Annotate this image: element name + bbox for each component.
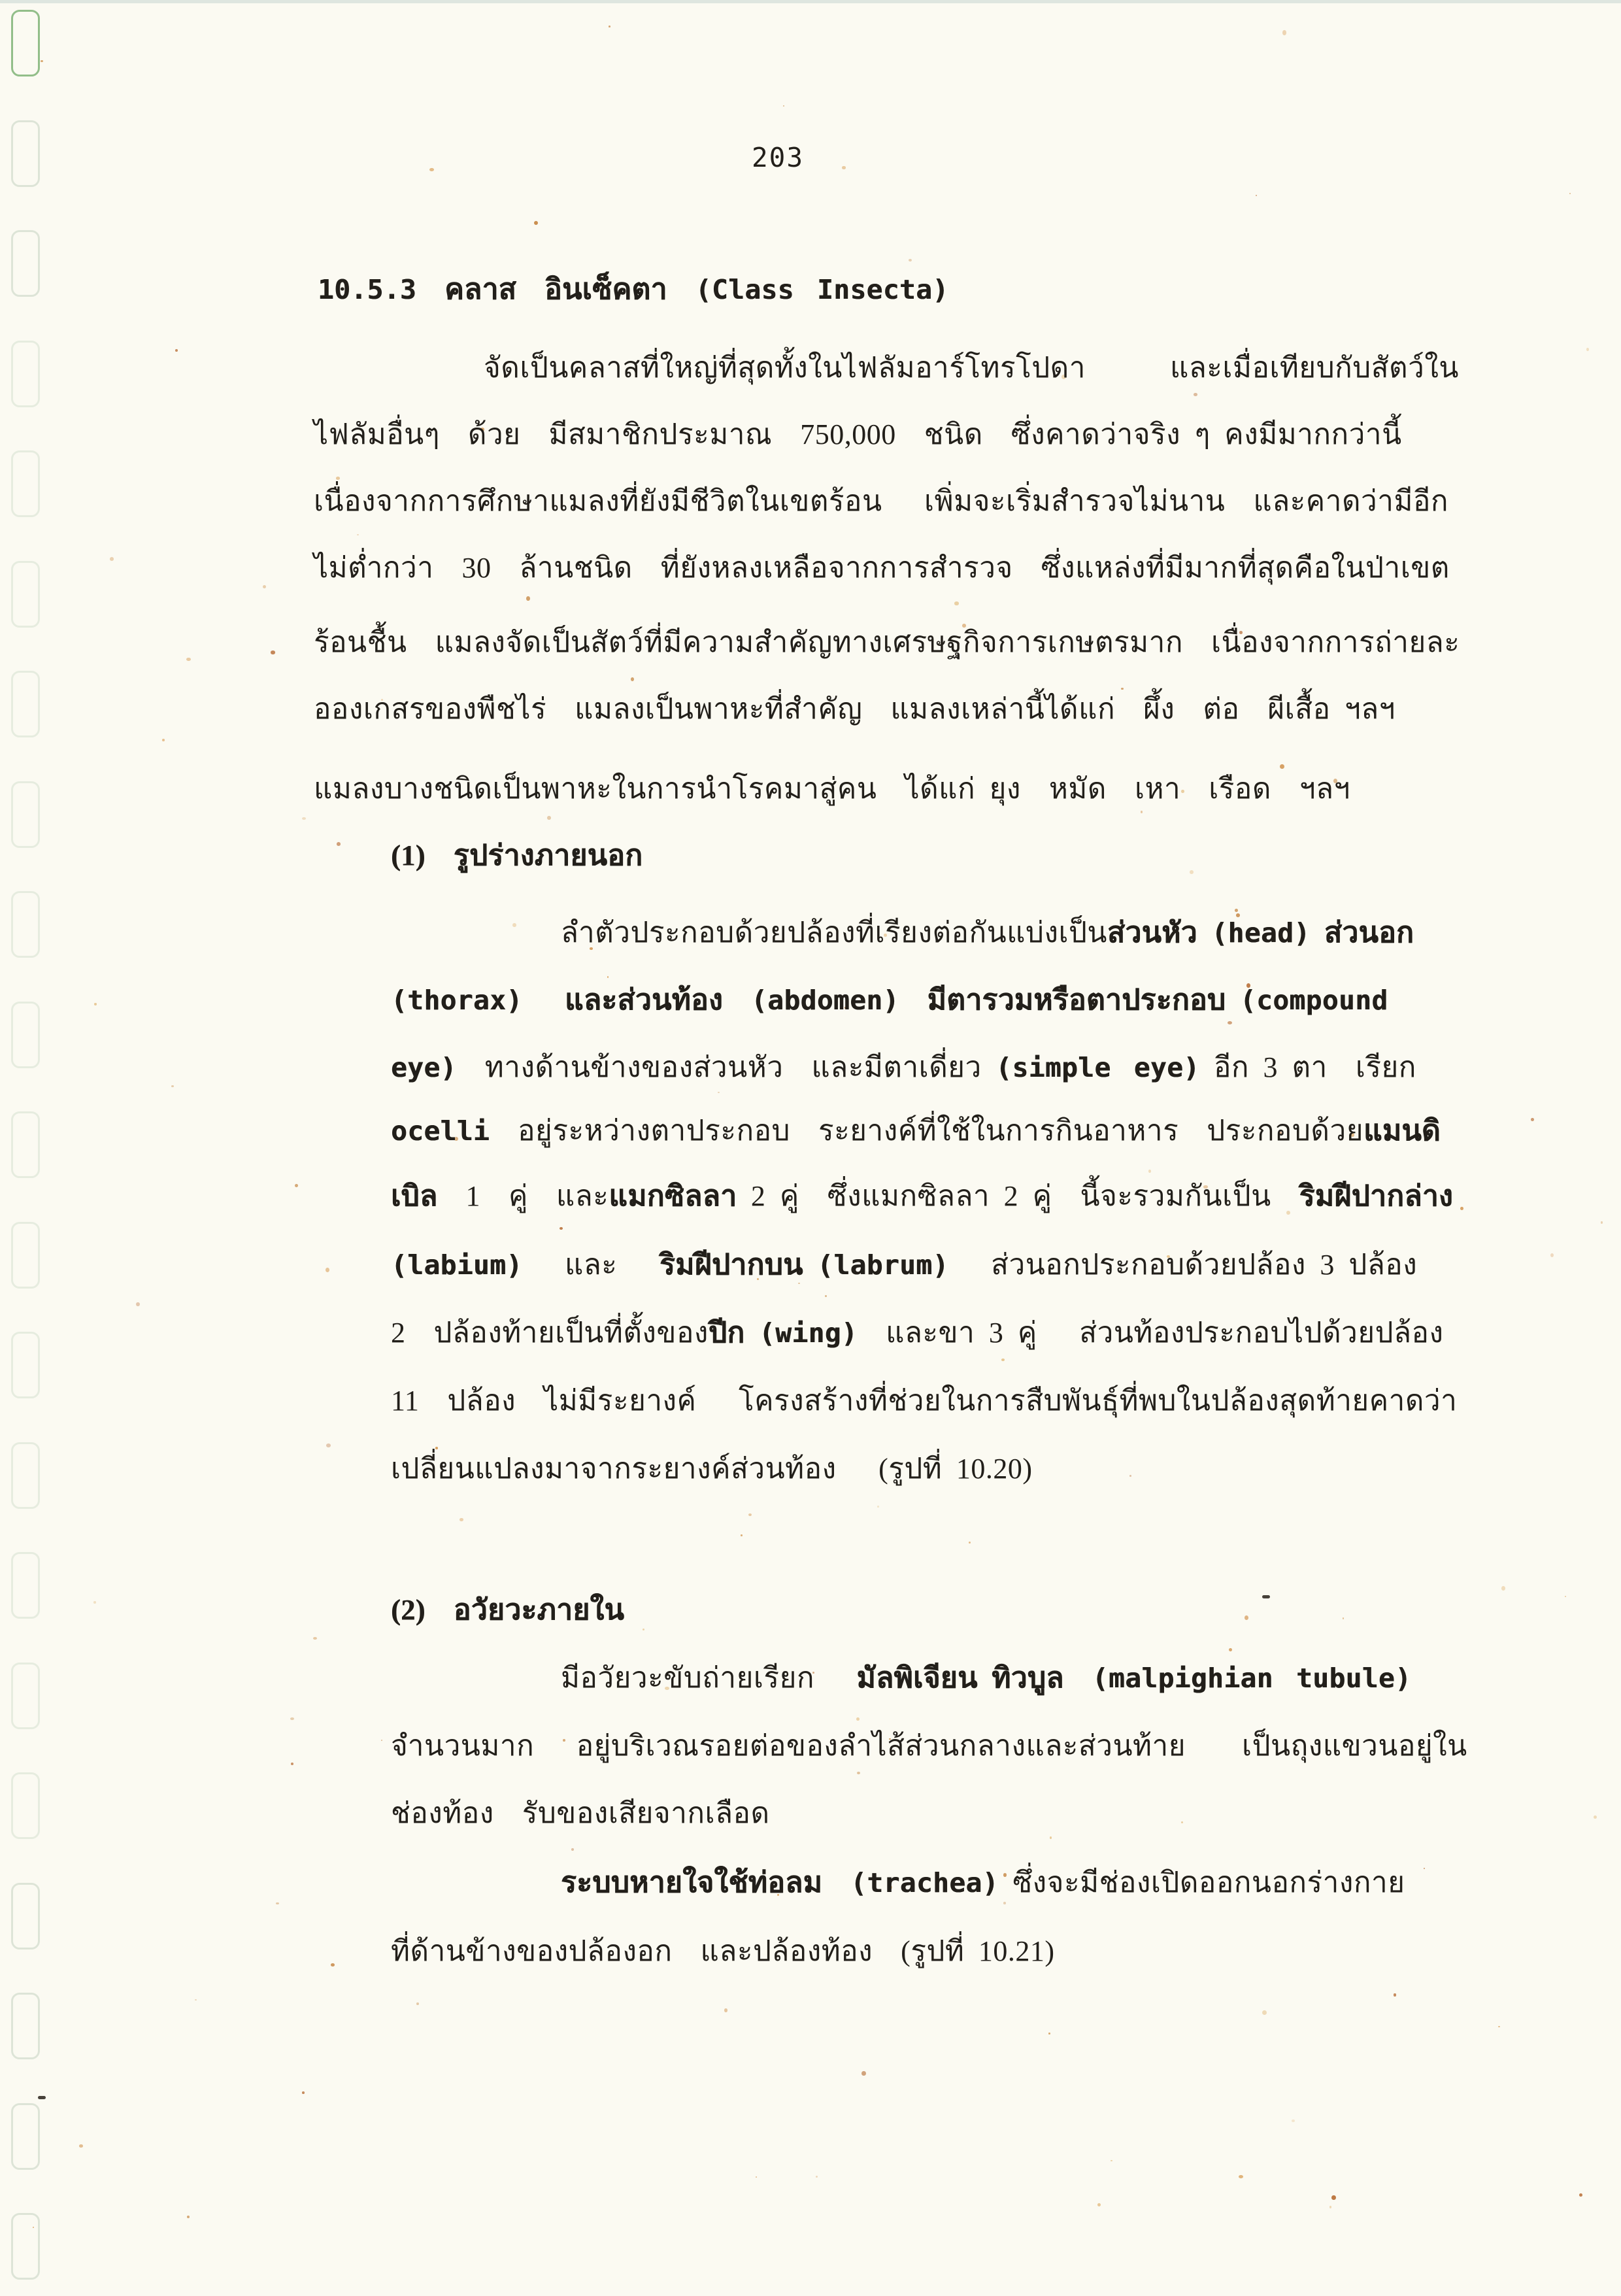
text-segment: อยู่ระหว่างตาประกอบ ระยางค์ที่ใช้ในการกินอาหาร ประกอบด้วย — [490, 1115, 1363, 1147]
body-line — [391, 1112, 1441, 1149]
body-line — [391, 1450, 1032, 1487]
body-line — [391, 1795, 770, 1832]
body-line — [314, 416, 1402, 453]
emphasized-text-segment: มีตารวมหรือตาประกอบ — [899, 984, 1240, 1016]
text-segment: อองเกสรของพืชไร่ แมลงเป็นพาหะที่สำคัญ แมลงเหล่านี้ได้แก่ ผึ้ง ต่อ ผีเสื้อ ฯลฯ — [314, 693, 1395, 725]
text-segment: 2 ปล้องท้ายเป็นที่ตั้งของ — [391, 1317, 709, 1349]
text-segment: ไฟลัมอื่นๆ ด้วย มีสมาชิกประมาณ 750,000 ชนิด ซึ่งคาดว่าจริง ๆ คงมีมากกว่านี้ — [314, 418, 1402, 450]
subsection-heading — [391, 837, 643, 874]
text-segment: จัดเป็นคลาสที่ใหญ่ที่สุดทั้งในไฟลัมอาร์โทรโปดา และเมื่อเทียบกับสัตว์ใน — [484, 352, 1459, 384]
emphasized-text-segment: eye) — [391, 1052, 457, 1083]
emphasized-text-segment: แมกซิลลา — [609, 1180, 737, 1212]
emphasized-text-segment: (2) อวัยวะภายใน — [391, 1594, 625, 1626]
text-segment: และขา 3 คู่ ส่วนท้องประกอบไปด้วยปล้อง — [858, 1317, 1444, 1349]
body-line — [314, 690, 1395, 728]
body-line — [391, 1049, 1416, 1086]
subsection-heading — [391, 1591, 624, 1629]
body-line — [391, 1727, 1467, 1764]
text-segment: จำนวนมาก อยู่บริเวณรอยต่อของลำไส้ส่วนกลางและส่วนท้าย เป็นถุงแขวนอยู่ใน — [391, 1730, 1467, 1762]
body-line — [314, 549, 1450, 586]
emphasized-text-segment: (labrum) — [817, 1249, 949, 1281]
text-segment: 11 ปล้อง ไม่มีระยางค์ โครงสร้างที่ช่วยในการสืบพันธุ์ที่พบในปล้องสุดท้ายคาดว่า — [391, 1385, 1458, 1417]
body-line — [314, 482, 1448, 520]
emphasized-text-segment: ริมฝีปากล่าง — [1299, 1180, 1454, 1212]
body-line — [391, 1246, 1417, 1283]
emphasized-text-segment: (Class Insecta) — [695, 274, 949, 305]
text-segment: เนื่องจากการศึกษาแมลงที่ยังมีชีวิตในเขตร้อน เพิ่มจะเริ่มสำรวจไม่นาน และคาดว่ามีอีก — [314, 485, 1449, 517]
emphasized-text-segment: ส่วนอก — [1310, 917, 1414, 949]
body-line — [391, 1177, 1453, 1215]
emphasized-text-segment: (simple eye) — [995, 1052, 1200, 1083]
emphasized-text-segment: มัลพิเจียน ทิวบูล — [856, 1662, 1092, 1694]
text-segment: ซึ่งจะมีช่องเปิดออกนอกร่างกาย — [998, 1866, 1405, 1899]
body-line — [391, 1933, 1055, 1970]
text-segment: เปลี่ยนแปลงมาจากระยางค์ส่วนท้อง (รูปที่ 10.20) — [391, 1453, 1033, 1485]
emphasized-text-segment: (trachea) — [850, 1867, 999, 1899]
text-segment: อีก 3 ตา เรียก — [1199, 1051, 1416, 1083]
text-segment: และ — [522, 1249, 660, 1281]
body-line — [314, 770, 1350, 807]
body-line — [391, 1314, 1443, 1351]
emphasized-text-segment: ปีก — [708, 1317, 759, 1349]
page-number — [752, 137, 804, 177]
text-segment: ลำตัวประกอบด้วยปล้องที่เรียงต่อกันแบ่งเป็น — [561, 917, 1107, 949]
body-line — [561, 1659, 1411, 1697]
emphasized-text-segment: 10.5.3 — [318, 274, 417, 305]
body-line — [391, 981, 1388, 1019]
text-segment: ที่ด้านข้างของปล้องอก และปล้องท้อง (รูปที่ 10.21) — [391, 1935, 1055, 1967]
body-line — [561, 914, 1414, 951]
text-segment: 1 คู่ และ — [437, 1180, 609, 1212]
page-bottom-scan-edge — [0, 0, 1621, 3]
emphasized-text-segment: คลาส อินเซ็คตา — [416, 273, 695, 305]
emphasized-text-segment: (abdomen) — [751, 985, 899, 1016]
emphasized-text-segment: (thorax) — [391, 985, 523, 1016]
body-line — [314, 624, 1460, 661]
text-segment: ทางด้านข้างของส่วนหัว และมีตาเดี่ยว — [456, 1051, 996, 1083]
emphasized-text-segment: ส่วนหัว — [1107, 917, 1212, 949]
emphasized-text-segment: (malpighian tubule) — [1092, 1663, 1412, 1694]
emphasized-text-segment: (1) รูปร่างภายนอก — [391, 839, 643, 871]
text-segment: มีอวัยวะขับถ่ายเรียก — [561, 1662, 857, 1694]
emphasized-text-segment: ระบบหายใจใช้ท่อลม — [561, 1866, 851, 1899]
emphasized-text-segment: แมนดิ — [1363, 1115, 1441, 1147]
emphasized-text-segment: (compound — [1239, 985, 1388, 1016]
emphasized-text-segment: ริมฝีปากบน — [659, 1249, 818, 1281]
emphasized-text-segment: เบิล — [391, 1180, 438, 1212]
text-segment: 203 — [752, 142, 805, 173]
text-segment: ช่องท้อง รับของเสียจากเลือด — [391, 1797, 770, 1829]
text-segment: ส่วนอกประกอบด้วยปล้อง 3 ปล้อง — [948, 1249, 1418, 1281]
section-heading — [318, 271, 948, 308]
text-segment: ร้อนชื้น แมลงจัดเป็นสัตว์ที่มีความสำคัญทางเศรษฐกิจการเกษตรมาก เนื่องจากการถ่ายละ — [314, 626, 1460, 658]
text-segment: ไม่ต่ำกว่า 30 ล้านชนิด ที่ยังหลงเหลือจากการสำรวจ ซึ่งแหล่งที่มีมากที่สุดคือในป่าเขต — [314, 552, 1450, 584]
emphasized-text-segment: (head) — [1211, 917, 1311, 949]
emphasized-text-segment: (labium) — [391, 1249, 523, 1281]
emphasized-text-segment: ocelli — [391, 1115, 490, 1147]
emphasized-text-segment: และส่วนท้อง — [522, 984, 751, 1016]
body-line — [391, 1382, 1457, 1419]
body-line — [561, 1864, 1405, 1901]
text-segment: 2 คู่ ซึ่งแมกซิลลา 2 คู่ นี้จะรวมกันเป็น — [737, 1180, 1299, 1212]
text-segment: แมลงบางชนิดเป็นพาหะในการนำโรคมาสู่คน ได้แก่ ยุง หมัด เหา เรือด ฯลฯ — [314, 773, 1350, 805]
body-line — [484, 349, 1459, 386]
emphasized-text-segment: (wing) — [758, 1317, 858, 1349]
